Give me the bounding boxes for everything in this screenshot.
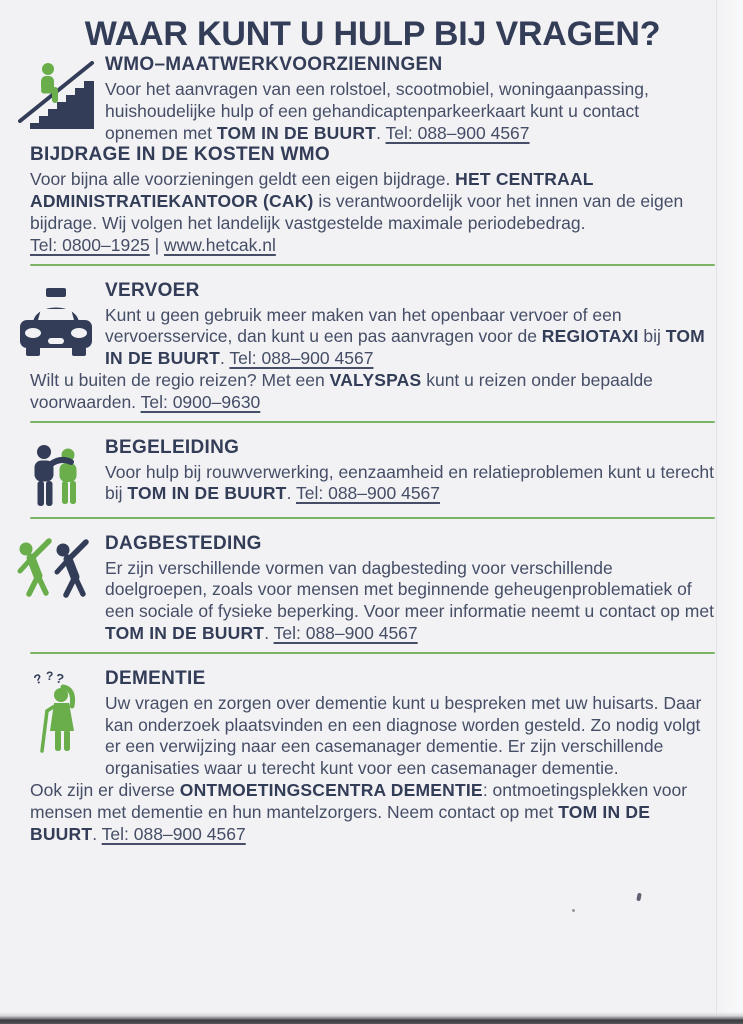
flyer-content bbox=[0, 14, 743, 845]
paragraph bbox=[105, 558, 715, 645]
paragraph bbox=[105, 693, 715, 780]
text: . bbox=[264, 622, 274, 643]
section-vervoer bbox=[30, 280, 715, 370]
section-text bbox=[105, 437, 715, 510]
green-separator bbox=[30, 652, 715, 654]
stairlift-icon bbox=[30, 57, 105, 135]
taxi-icon bbox=[30, 286, 105, 358]
sections bbox=[30, 54, 715, 845]
text: Wilt u buiten de regio reizen? Met een bbox=[30, 369, 330, 390]
bold-text: REGIOTAXI bbox=[541, 326, 639, 347]
icon-cell bbox=[30, 437, 105, 510]
section-dementie bbox=[30, 668, 715, 780]
bold-text: TOM IN DE BUURT bbox=[30, 801, 651, 844]
section-text bbox=[105, 280, 715, 370]
section-ontmoetingscentra-dementie bbox=[30, 780, 715, 845]
tel-link-088-900-4567[interactable]: Tel: 088–900 4567 bbox=[101, 823, 246, 844]
section-text bbox=[105, 668, 715, 780]
section-heading: BEGELEIDING bbox=[105, 436, 240, 458]
section-bijdrage-kosten-wmo bbox=[30, 144, 715, 256]
paragraph bbox=[30, 235, 715, 257]
tel-link-0800-1925[interactable]: Tel: 0800–1925 bbox=[30, 234, 150, 255]
text: . bbox=[219, 348, 230, 369]
paragraph bbox=[30, 370, 715, 414]
page-title: WAAR KUNT U HULP BIJ VRAGEN? bbox=[84, 15, 661, 53]
text: | bbox=[149, 234, 164, 255]
text: is verantwoordelijk voor het innen van de eigen bijdrage. Wij volgen het landelijk vastgestelde maximale periodebedrag. bbox=[30, 191, 684, 233]
section-heading: DEMENTIE bbox=[105, 667, 206, 689]
section-heading: DAGBESTEDING bbox=[105, 532, 262, 554]
section-begeleiding bbox=[30, 437, 715, 510]
text: Voor bijna alle voorzieningen geldt een eigen bijdrage. bbox=[30, 169, 456, 190]
text: . bbox=[376, 122, 386, 143]
text: . bbox=[286, 483, 296, 504]
website-link-hetcak[interactable]: www.hetcak.nl bbox=[163, 234, 276, 255]
bold-text: TOM IN DE BUURT bbox=[105, 326, 705, 369]
green-separator bbox=[30, 264, 715, 266]
bold-text: TOM IN DE BUURT bbox=[127, 483, 287, 504]
icon-cell bbox=[30, 533, 105, 645]
paragraph bbox=[30, 780, 715, 845]
bold-text: ONTMOETINGSCENTRA DEMENTIE bbox=[179, 779, 483, 800]
text: Kunt u geen gebruik meer maken van het openbaar vervoer of een vervoersservice, dan kunt u een pas aanvragen voor de bbox=[105, 304, 622, 347]
svg-text:?: ? bbox=[31, 670, 44, 687]
scan-artifact-speck bbox=[636, 893, 642, 902]
section-text bbox=[30, 370, 715, 414]
section-text bbox=[105, 54, 715, 144]
scan-bottom-edge bbox=[0, 1012, 743, 1024]
text: Voor het aanvragen van een rolstoel, scootmobiel, woningaanpassing, huishoudelijke hulp of een gehandicaptenparkeerkaart kunt u contact opnemen met bbox=[105, 79, 649, 143]
green-separator bbox=[30, 517, 715, 519]
paragraph bbox=[105, 305, 715, 370]
text: Er zijn verschillende vormen van dagbesteding voor verschillende doelgroepen, zoals voor mensen met beginnende geheugenproblematiek of een sociale of fysieke beperking. Voor meer informatie neemt u contact op met bbox=[105, 557, 714, 622]
text: bij bbox=[638, 326, 666, 347]
tel-link-088-900-4567[interactable]: Tel: 088–900 4567 bbox=[296, 483, 441, 504]
section-text bbox=[30, 144, 715, 256]
section-heading: VERVOER bbox=[105, 279, 200, 301]
paragraph bbox=[105, 79, 715, 144]
tel-link-088-900-4567[interactable]: Tel: 088–900 4567 bbox=[229, 348, 374, 369]
bold-text: TOM IN DE BUURT bbox=[216, 122, 377, 143]
section-valyspas bbox=[30, 370, 715, 414]
active-people-icon bbox=[30, 536, 105, 604]
tel-link-088-900-4567[interactable]: Tel: 088–900 4567 bbox=[273, 622, 418, 643]
text: Voor hulp bij rouwverwerking, eenzaamheid en relatieproblemen kunt u terecht bij bbox=[105, 461, 714, 504]
paragraph bbox=[105, 462, 715, 506]
bold-text: VALYSPAS bbox=[329, 369, 422, 390]
text: Ook zijn er diverse bbox=[30, 779, 180, 800]
text: kunt u reizen onder bepaalde voorwaarden. bbox=[30, 369, 653, 412]
section-dagbesteding bbox=[30, 533, 715, 645]
people-support-icon bbox=[30, 444, 105, 510]
bold-text: HET CENTRAAL ADMINISTRATIEKANTOOR (CAK) bbox=[30, 169, 594, 212]
icon-cell bbox=[30, 668, 105, 780]
section-text bbox=[30, 780, 715, 845]
svg-text:?: ? bbox=[54, 669, 66, 687]
section-text bbox=[105, 533, 715, 645]
section-heading: BIJDRAGE IN DE KOSTEN WMO bbox=[30, 144, 330, 166]
text: . bbox=[92, 823, 102, 844]
icon-cell bbox=[30, 54, 105, 144]
text: : ontmoetingsplekken voor mensen met dementie en hun mantelzorgers. Neem contact op met bbox=[30, 779, 688, 822]
svg-text:?: ? bbox=[46, 668, 54, 683]
section-wmo-maatwerkvoorzieningen bbox=[30, 54, 715, 144]
bold-text: TOM IN DE BUURT bbox=[105, 622, 265, 643]
elderly-question-icon bbox=[30, 665, 105, 757]
tel-link-088-900-4567[interactable]: Tel: 088–900 4567 bbox=[385, 122, 530, 143]
section-heading: WMO–MAATWERKVOORZIENINGEN bbox=[105, 54, 443, 75]
icon-cell bbox=[30, 280, 105, 370]
paragraph bbox=[30, 169, 715, 234]
tel-link-0900-9630[interactable]: Tel: 0900–9630 bbox=[140, 391, 261, 412]
text: Uw vragen en zorgen over dementie kunt u bespreken met uw huisarts. Daar kan onderzoek plaatsvinden en een diagnose worden gesteld. Zo nodig volgt er een verwijzing naar een casemanager dementie. Er zijn verschillende organisaties waar u terecht kunt voor een casemanager dementie. bbox=[105, 692, 702, 779]
green-separator bbox=[30, 421, 715, 423]
scan-artifact-speck bbox=[572, 909, 575, 912]
